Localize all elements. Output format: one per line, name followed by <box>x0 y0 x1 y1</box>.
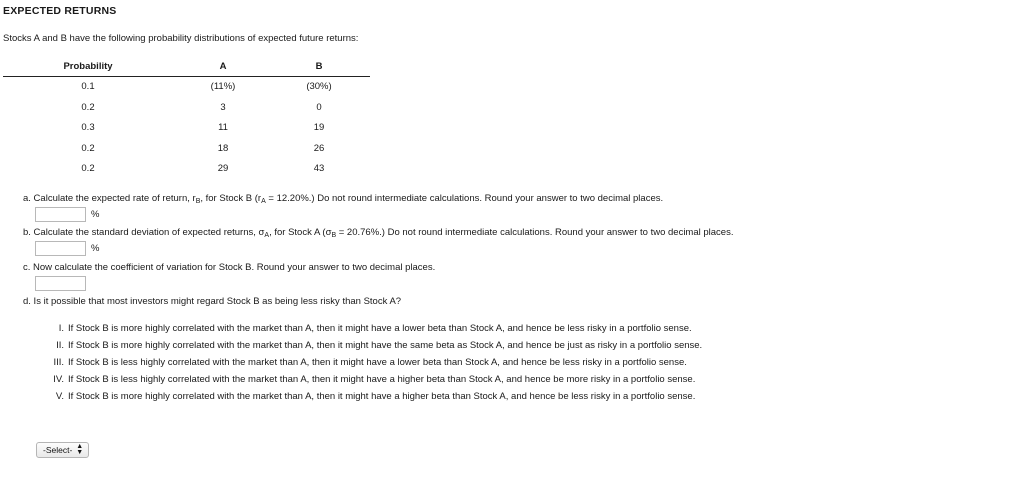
cell-b: 26 <box>313 142 325 154</box>
answer-a-row <box>35 207 99 222</box>
percent-unit: % <box>91 209 100 220</box>
cell-a: 18 <box>217 142 229 154</box>
option-number: III. <box>53 357 64 368</box>
option-number: V. <box>55 391 64 402</box>
header-b: B <box>315 61 323 72</box>
option-number: I. <box>58 323 64 334</box>
table-header <box>3 58 370 77</box>
cell-probability: 0.2 <box>81 163 95 174</box>
table-row <box>3 77 370 98</box>
question-d: d. Is it possible that most investors might regard Stock B as being less risky than Stock A? <box>23 296 402 307</box>
table-row <box>3 118 370 139</box>
cell-b: (30%) <box>306 81 332 92</box>
question-a: a. Calculate the expected rate of return, $r_B$, for Stock B $(r_A = 12.20\%.)$ Do not round intermediate calculations. Round your answer to two decimal places. <box>23 193 664 205</box>
percent-unit: % <box>91 243 100 254</box>
option-text: If Stock B is less highly correlated with the market than A, then it might have a lower beta than Stock A, and hence be less risky in a portfolio sense. <box>68 357 687 368</box>
option-text: If Stock B is more highly correlated with the market than A, then it might have a higher beta than Stock A, and hence be less risky in a portfolio sense. <box>68 391 696 402</box>
option-text: If Stock B is more highly correlated with the market than A, then it might have a lower beta than Stock A, and hence be less risky in a portfolio sense. <box>68 323 692 334</box>
cell-b: 43 <box>313 163 325 174</box>
returns-table <box>3 58 370 180</box>
cell-b: 0 <box>316 101 322 113</box>
option-text: If Stock B is more highly correlated with the market than A, then it might have the same beta as Stock A, and hence be just as risky in a portfolio sense. <box>68 340 703 351</box>
question-c: c. Now calculate the coefficient of variation for Stock B. Round your answer to two decimal places. <box>23 262 436 273</box>
header-probability: Probability <box>63 61 113 72</box>
cell-a: 29 <box>217 163 229 174</box>
cell-a: 3 <box>220 101 226 113</box>
answer-b-row <box>35 241 99 256</box>
up-down-arrows-icon: ▲ ▼ <box>76 443 84 456</box>
table-row <box>3 139 370 160</box>
option-text: If Stock B is less highly correlated with the market than A, then it might have a higher beta than Stock A, and hence be more risky in a portfolio sense. <box>68 374 696 385</box>
cell-probability: 0.2 <box>81 142 95 154</box>
answer-c-input[interactable] <box>35 276 86 291</box>
option-number: IV. <box>53 374 64 385</box>
answer-c-row <box>35 276 86 291</box>
cell-probability: 0.3 <box>81 122 95 133</box>
answer-a-input[interactable] <box>35 207 86 222</box>
select-label: -Select- <box>43 445 73 455</box>
cell-b: 19 <box>313 122 325 133</box>
cell-probability: 0.2 <box>81 101 95 113</box>
option-number: II. <box>56 340 64 351</box>
table-row <box>3 159 370 180</box>
cell-a: (11%) <box>210 81 236 92</box>
table-row <box>3 98 370 119</box>
header-a: A <box>219 61 227 72</box>
answer-d-select[interactable] <box>36 442 89 458</box>
page-title: EXPECTED RETURNS <box>3 5 117 17</box>
question-b: b. Calculate the standard deviation of expected returns, $\sigma_A$, for Stock A $(\sigma_B = 20.76\%.)$ Do not round intermediate calculations. Round your answer to two decimal places. <box>23 227 734 239</box>
answer-b-input[interactable] <box>35 241 86 256</box>
cell-a: 11 <box>218 122 228 133</box>
intro-text: Stocks A and B have the following probability distributions of expected future returns: <box>3 33 359 44</box>
cell-probability: 0.1 <box>81 81 95 92</box>
